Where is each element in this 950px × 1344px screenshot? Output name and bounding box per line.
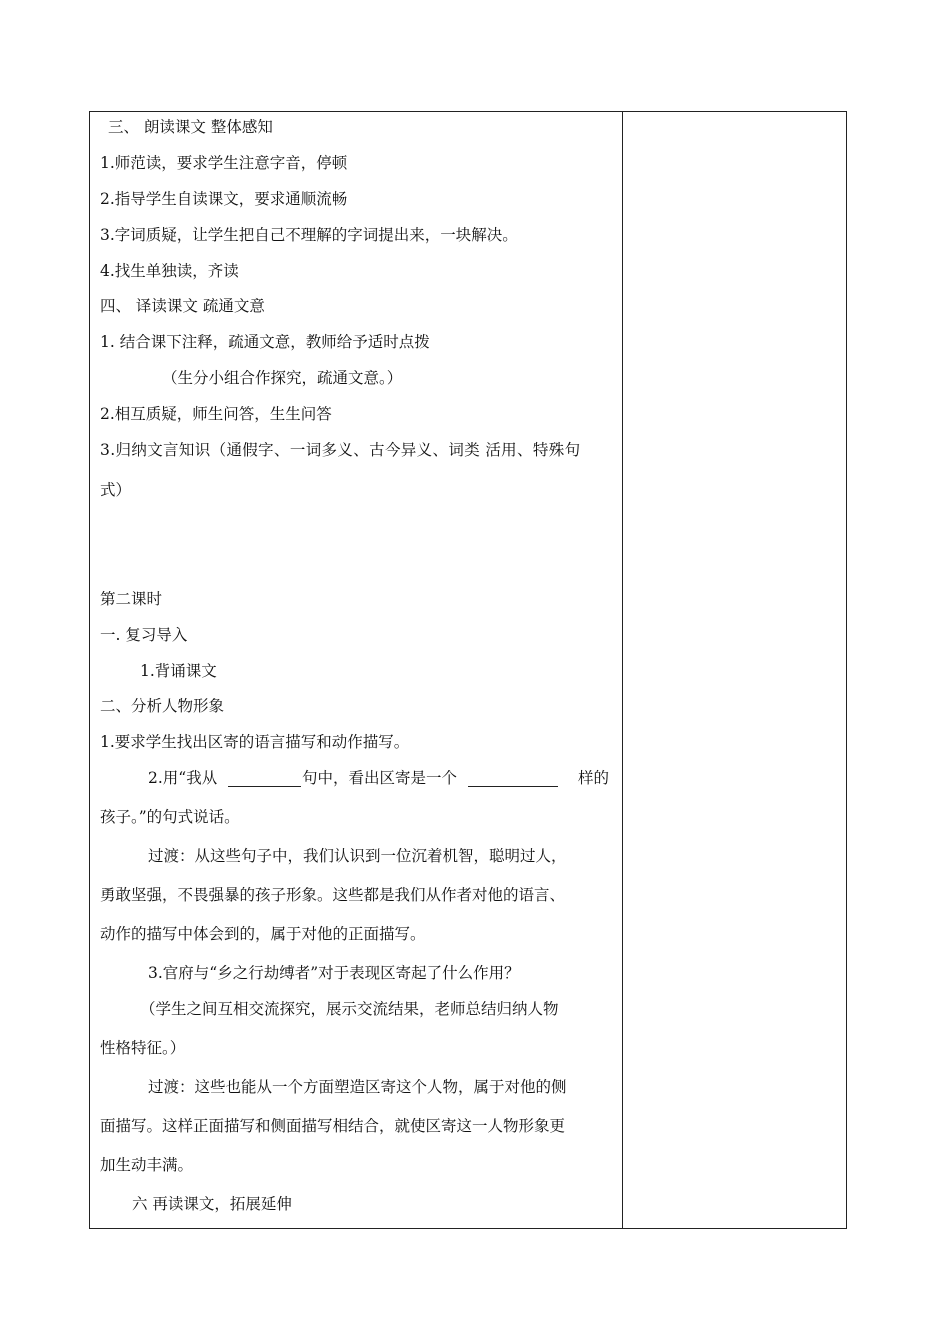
lesson-content-cell — [90, 112, 622, 1228]
content-line: 过渡：从这些句子中，我们认识到一位沉着机智，聪明过人， — [148, 847, 567, 865]
content-line: 孩子。”的句式说话。 — [100, 808, 240, 826]
content-line: 1.要求学生找出区寄的语言描写和动作描写。 — [100, 733, 410, 751]
content-line: 4.找生单独读，齐读 — [100, 262, 239, 280]
content-line: 3.归纳文言知识（通假字、一词多义、古今异义、词类 活用、特殊句 — [100, 441, 581, 459]
lesson-plan-table — [89, 111, 847, 1229]
content-line: 过渡：这些也能从一个方面塑造区寄这个人物，属于对他的侧 — [148, 1078, 567, 1096]
content-line: （学生之间互相交流探究，展示交流结果，老师总结归纳人物 — [140, 1000, 559, 1018]
content-line: 勇敢坚强，不畏强暴的孩子形象。这些都是我们从作者对他的语言、 — [100, 886, 566, 904]
section-heading-3: 三、 朗读课文 整体感知 — [108, 118, 273, 136]
content-line: 式） — [100, 481, 132, 499]
section-heading-1: 一. 复习导入 — [100, 626, 188, 644]
fill-in-prompt-middle: 句中，看出区寄是一个 — [302, 769, 458, 787]
content-line: （生分小组合作探究，疏通文意。） — [162, 369, 403, 387]
content-line: 2.相互质疑，师生问答，生生问答 — [100, 405, 332, 423]
notes-cell — [624, 112, 846, 1228]
fill-in-blank — [468, 772, 558, 787]
section-heading-4: 四、 译读课文 疏通文意 — [100, 297, 265, 315]
content-line: 3.官府与“乡之行劫缚者”对于表现区寄起了什么作用？ — [148, 964, 520, 982]
section-heading-2: 二、分析人物形象 — [100, 697, 225, 715]
fill-in-blank — [228, 772, 301, 787]
fill-in-prompt-end: 样的 — [578, 769, 610, 787]
content-line: 1.师范读，要求学生注意字音，停顿 — [100, 154, 348, 172]
content-line: 动作的描写中体会到的，属于对他的正面描写。 — [100, 925, 426, 943]
column-divider — [622, 112, 623, 1228]
content-line: 3.字词质疑，让学生把自己不理解的字词提出来，一块解决。 — [100, 226, 518, 244]
section-heading-6: 六 再读课文，拓展延伸 — [132, 1195, 292, 1213]
content-line: 面描写。这样正面描写和侧面描写相结合，就使区寄这一人物形象更 — [100, 1117, 566, 1135]
content-line: 1.背诵课文 — [140, 662, 217, 680]
fill-in-prompt-start: 2.用“我从 — [148, 769, 218, 787]
lesson-two-heading: 第二课时 — [100, 590, 163, 608]
content-line: 性格特征。） — [100, 1039, 186, 1057]
content-line: 2.指导学生自读课文，要求通顺流畅 — [100, 190, 348, 208]
content-line: 加生动丰满。 — [100, 1156, 194, 1174]
content-line: 1. 结合课下注释，疏通文意，教师给予适时点拨 — [100, 333, 430, 351]
